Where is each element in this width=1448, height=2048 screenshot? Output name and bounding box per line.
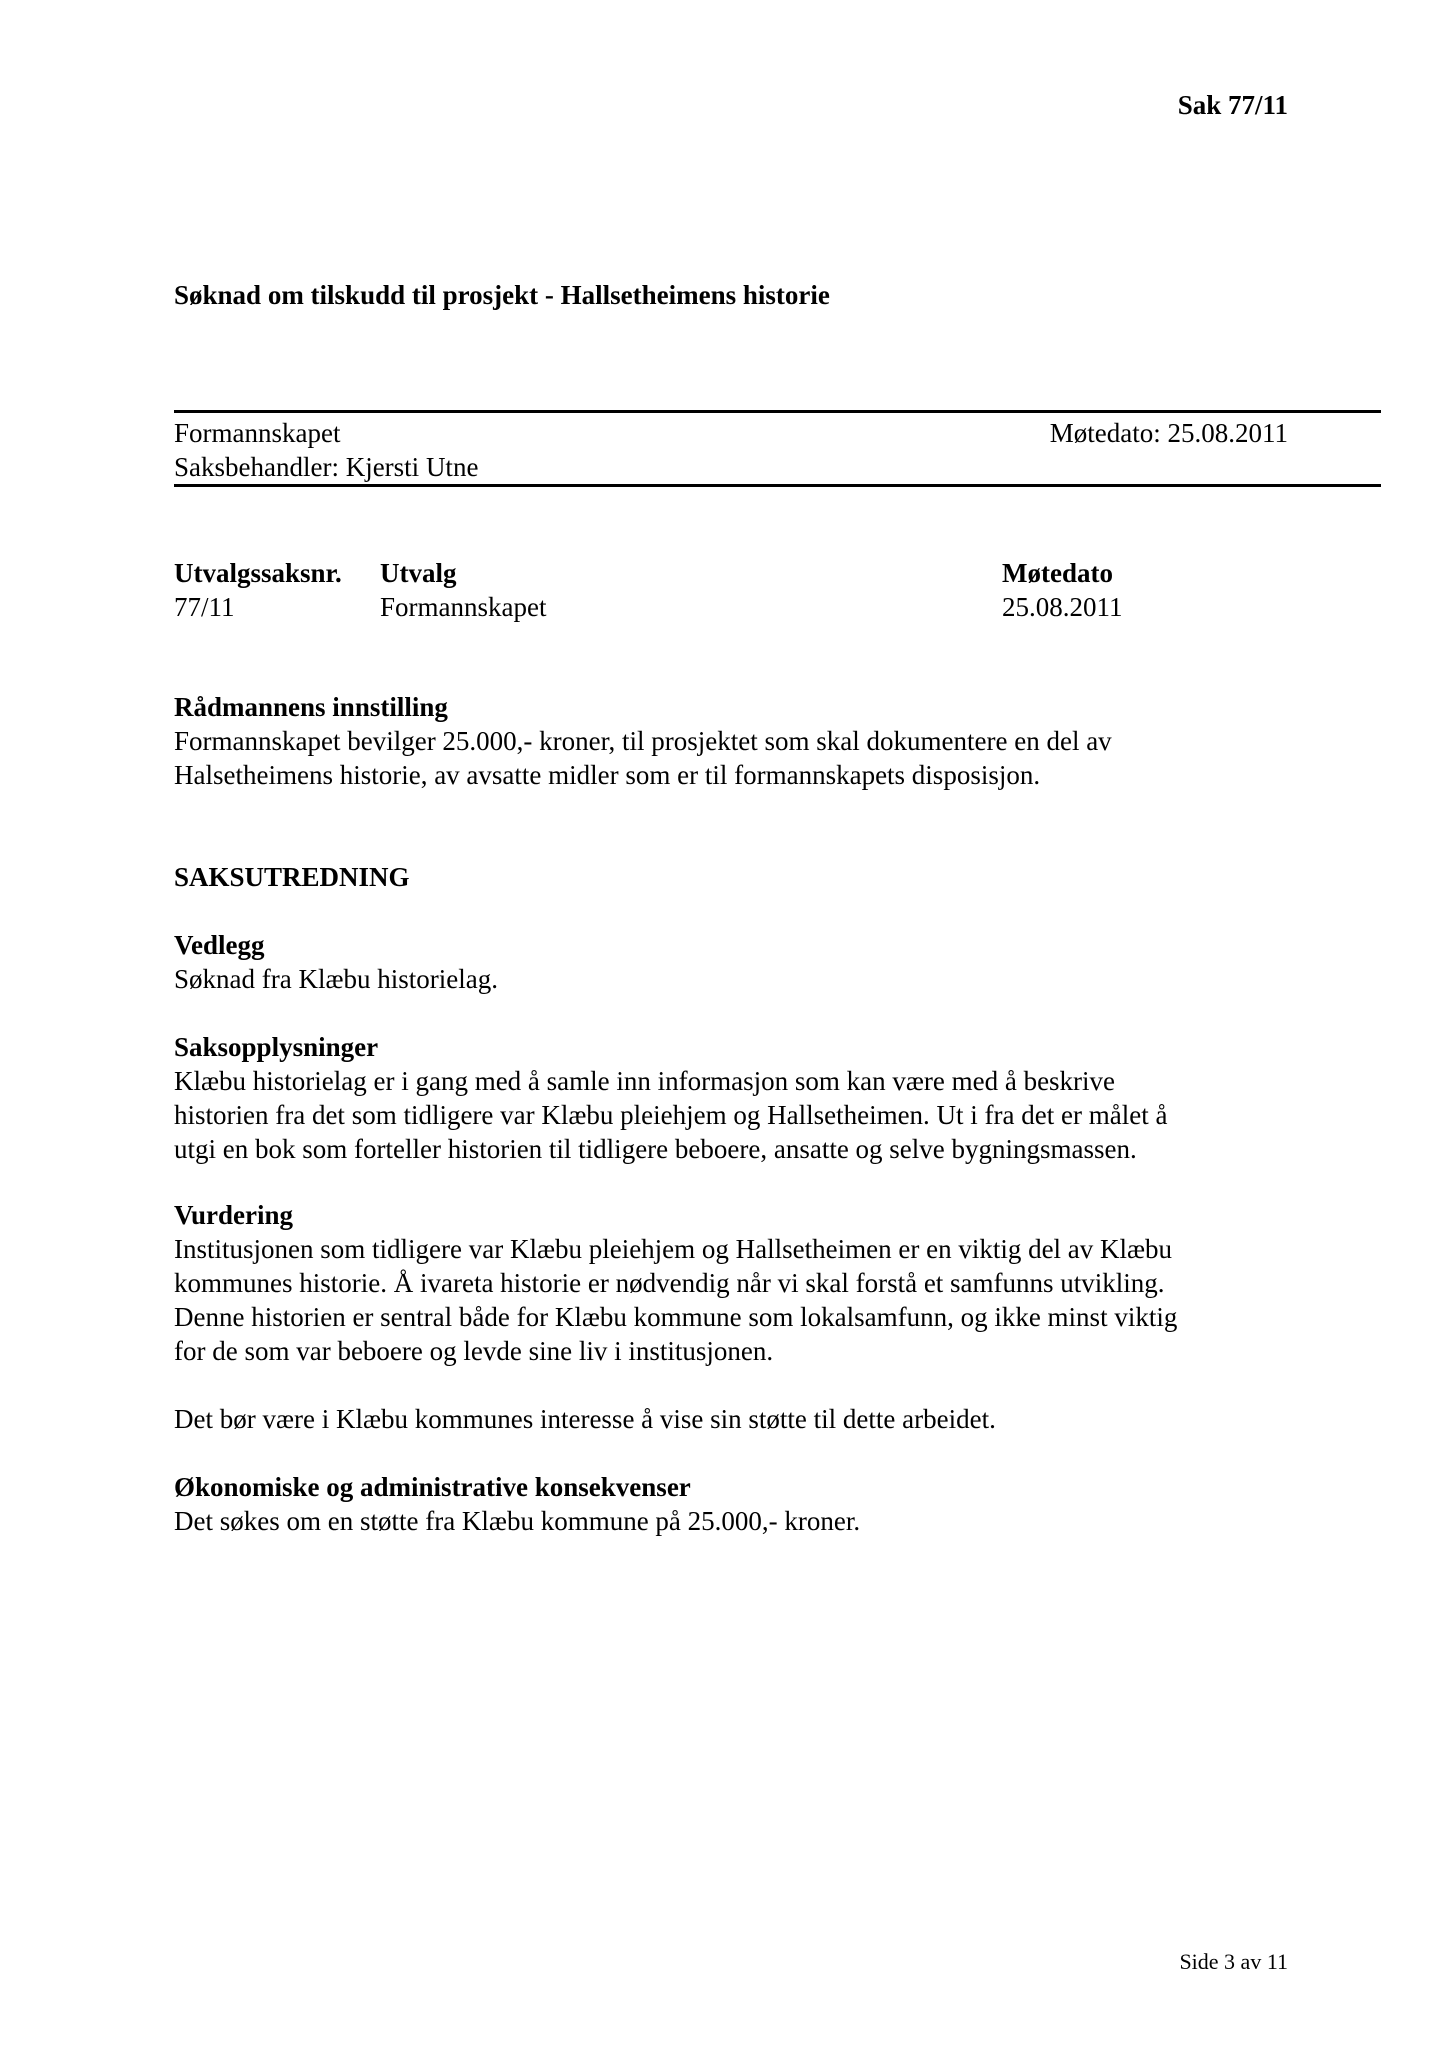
saksutredning-heading: SAKSUTREDNING — [174, 862, 410, 892]
table-header-committee: Utvalg — [380, 558, 457, 588]
attachments-text: Søknad fra Klæbu historielag. — [174, 964, 498, 994]
facts-line: Klæbu historielag er i gang med å samle inn informasjon som kan være med å beskrive — [174, 1066, 1116, 1096]
page-number: Side 3 av 11 — [1179, 1949, 1288, 1974]
top-rule — [174, 410, 1381, 413]
attachments-heading: Vedlegg — [174, 930, 265, 960]
case-number: Sak 77/11 — [1177, 90, 1288, 120]
table-cell-committee: Formannskapet — [380, 592, 547, 622]
assessment-line: for de som var beboere og levde sine liv i institusjonen. — [174, 1336, 774, 1366]
facts-line: utgi en bok som forteller historien til tidligere beboere, ansatte og selve bygningsmassen. — [174, 1134, 1137, 1164]
facts-heading: Saksopplysninger — [174, 1032, 379, 1062]
table-header-number: Utvalgssaksnr. — [174, 558, 342, 588]
assessment-line: kommunes historie. Å ivareta historie er nødvendig når vi skal forstå et samfunns utvikling. — [174, 1268, 1165, 1298]
bottom-rule — [174, 484, 1381, 487]
assessment-line: Denne historien er sentral både for Klæbu kommune som lokalsamfunn, og ikke minst viktig — [174, 1302, 1178, 1332]
committee-label: Formannskapet — [174, 418, 341, 448]
document-title: Søknad om tilskudd til prosjekt - Hallsetheimens historie — [174, 280, 830, 310]
table-header-date: Møtedato — [1002, 558, 1113, 588]
table-cell-date: 25.08.2011 — [1002, 592, 1123, 622]
meeting-date-label: Møtedato: 25.08.2011 — [1049, 418, 1288, 448]
economics-heading: Økonomiske og administrative konsekvenser — [174, 1472, 691, 1502]
recommendation-heading: Rådmannens innstilling — [174, 692, 448, 722]
assessment-heading: Vurdering — [174, 1200, 294, 1230]
table-cell-number: 77/11 — [174, 592, 235, 622]
economics-text: Det søkes om en støtte fra Klæbu kommune på 25.000,- kroner. — [174, 1506, 861, 1536]
facts-line: historien fra det som tidligere var Klæbu pleiehjem og Hallsetheimen. Ut i fra det er målet å — [174, 1100, 1168, 1130]
assessment-line: Institusjonen som tidligere var Klæbu pleiehjem og Hallsetheimen er en viktig del av Klæbu — [174, 1234, 1173, 1264]
recommendation-line: Formannskapet bevilger 25.000,- kroner, til prosjektet som skal dokumentere en del av — [174, 726, 1112, 756]
recommendation-line: Halsetheimens historie, av avsatte midler som er til formannskapets disposisjon. — [174, 760, 1041, 790]
case-officer: Saksbehandler: Kjersti Utne — [174, 452, 479, 482]
assessment-paragraph: Det bør være i Klæbu kommunes interesse å vise sin støtte til dette arbeidet. — [174, 1404, 996, 1434]
